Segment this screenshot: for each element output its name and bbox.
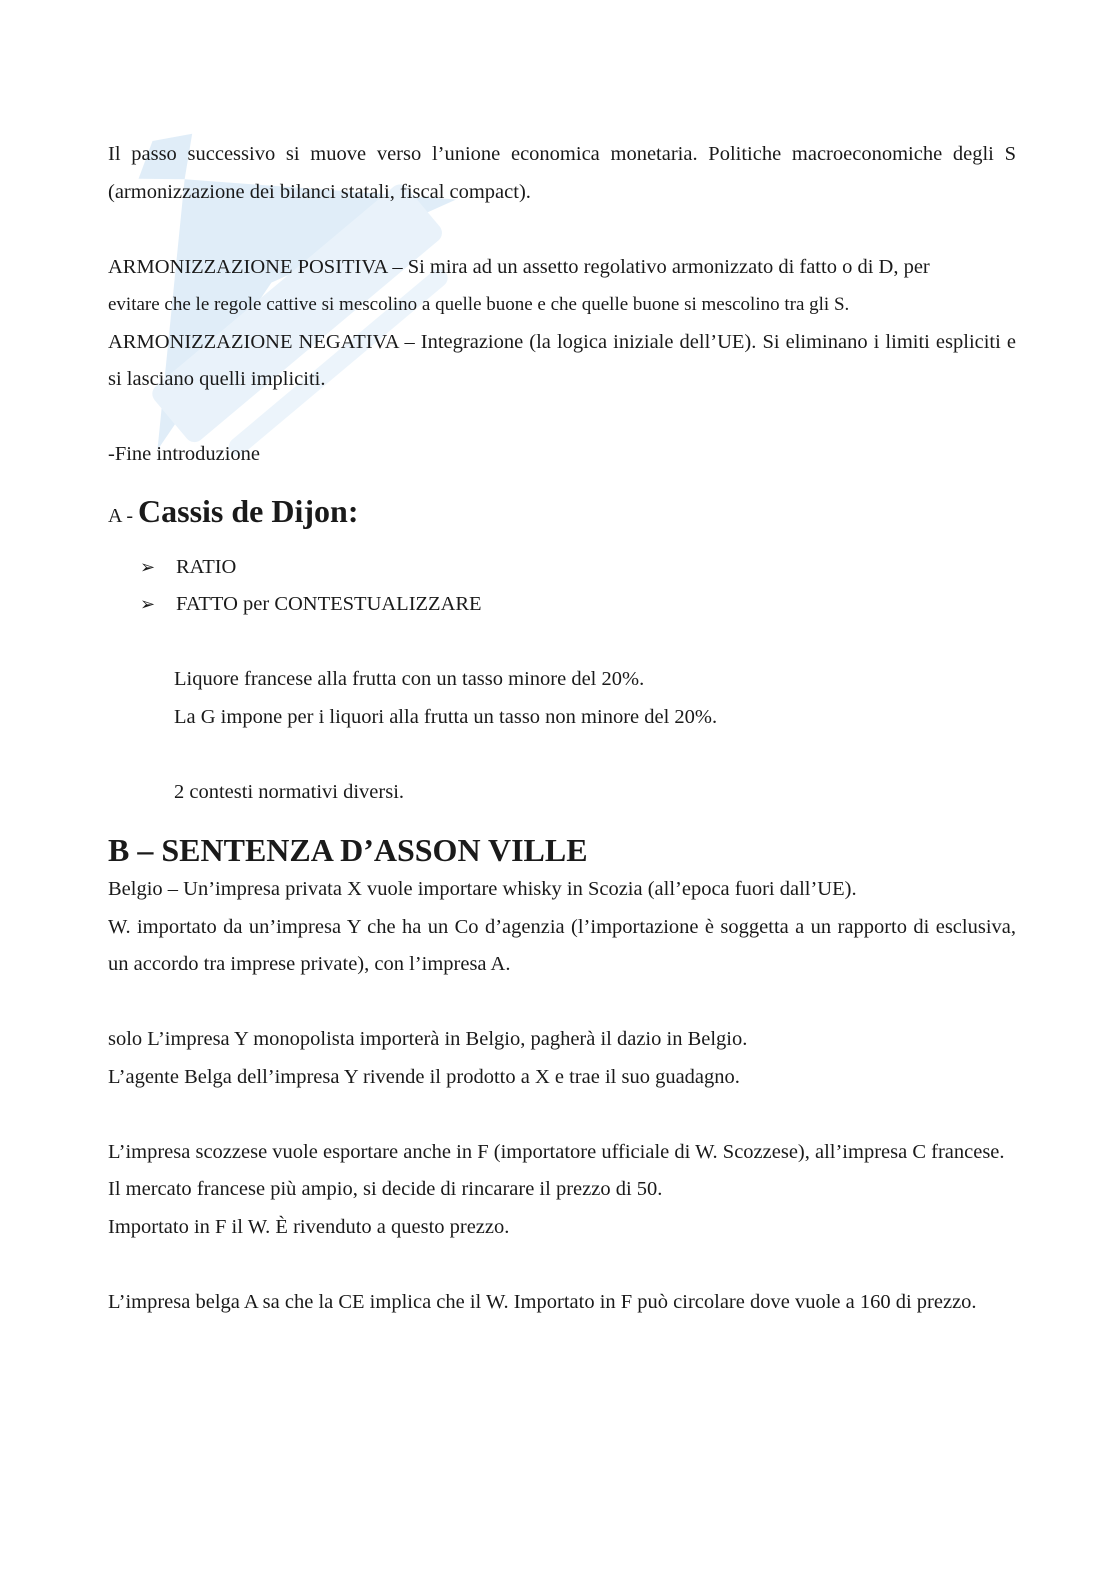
list-item <box>140 549 1016 587</box>
arrow-bullet-icon: ➢ <box>140 594 156 614</box>
bullet-label: FATTO per CONTESTUALIZZARE <box>176 593 482 615</box>
document-body <box>108 136 1016 1321</box>
section-a-heading <box>108 474 1016 549</box>
section-a-fact-2: La G impone per i liquori alla frutta un tasso non minore del 20%. <box>174 705 718 728</box>
section-b-paragraph-5: L’impresa scozzese vuole esportare anche in F (importatore ufficiale di W. Scozzese), all’impresa C francese. <box>108 1140 1005 1163</box>
section-b-title: B – SENTENZA D’ASSON VILLE <box>108 832 588 868</box>
paragraph-armonizzazione-positiva-cont: evitare che le regole cattive si mescolino a quelle buone e che quelle buone si mescolino tra gli S. <box>108 294 850 315</box>
section-b-paragraph-7: Importato in F il W. È rivenduto a questo prezzo. <box>108 1215 510 1238</box>
paragraph-armonizzazione-negativa: ARMONIZZAZIONE NEGATIVA – Integrazione (la logica iniziale dell’UE). Si eliminano i limiti espliciti e si lasciano quelli impliciti. <box>108 330 1016 390</box>
section-a-fact-3: 2 contesti normativi diversi. <box>174 780 405 803</box>
section-a-bullet-list <box>108 549 1016 624</box>
section-b-paragraph-1: Belgio – Un’impresa privata X vuole importare whisky in Scozia (all’epoca fuori dall’UE). <box>108 878 857 900</box>
section-b-paragraph-3: solo L’impresa Y monopolista importerà in Belgio, pagherà il dazio in Belgio. <box>108 1028 748 1050</box>
arrow-bullet-icon: ➢ <box>140 556 156 577</box>
section-b-paragraph-2: W. importato da un’impresa Y che ha un Co d’agenzia (l’importazione è soggetta a un rapporto di esclusiva, un accordo tra imprese private), con l’impresa A. <box>108 915 1016 975</box>
section-b-paragraph-4: L’agente Belga dell’impresa Y rivende il prodotto a X e trae il suo guadagno. <box>108 1065 740 1088</box>
bullet-label: RATIO <box>176 555 237 578</box>
section-a-title: Cassis de Dijon: <box>138 492 359 529</box>
section-a-fact-1: Liquore francese alla frutta con un tasso minore del 20%. <box>174 668 645 690</box>
paragraph-armonizzazione-positiva: ARMONIZZAZIONE POSITIVA – Si mira ad un assetto regolativo armonizzato di fatto o di D, per <box>108 255 930 278</box>
paragraph-intro: Il passo successivo si muove verso l’unione economica monetaria. Politiche macroeconomiche degli S (armonizzazione dei bilanci statali, fiscal compact). <box>108 143 1016 203</box>
section-b-paragraph-8: L’impresa belga A sa che la CE implica che il W. Importato in F può circolare dove vuole a 160 di prezzo. <box>108 1290 977 1313</box>
paragraph-fine-introduzione: -Fine introduzione <box>108 443 261 465</box>
section-b-paragraph-6: Il mercato francese più ampio, si decide di rincarare il prezzo di 50. <box>108 1178 663 1200</box>
list-item <box>140 586 1016 624</box>
section-a-prefix: A - <box>108 504 138 527</box>
